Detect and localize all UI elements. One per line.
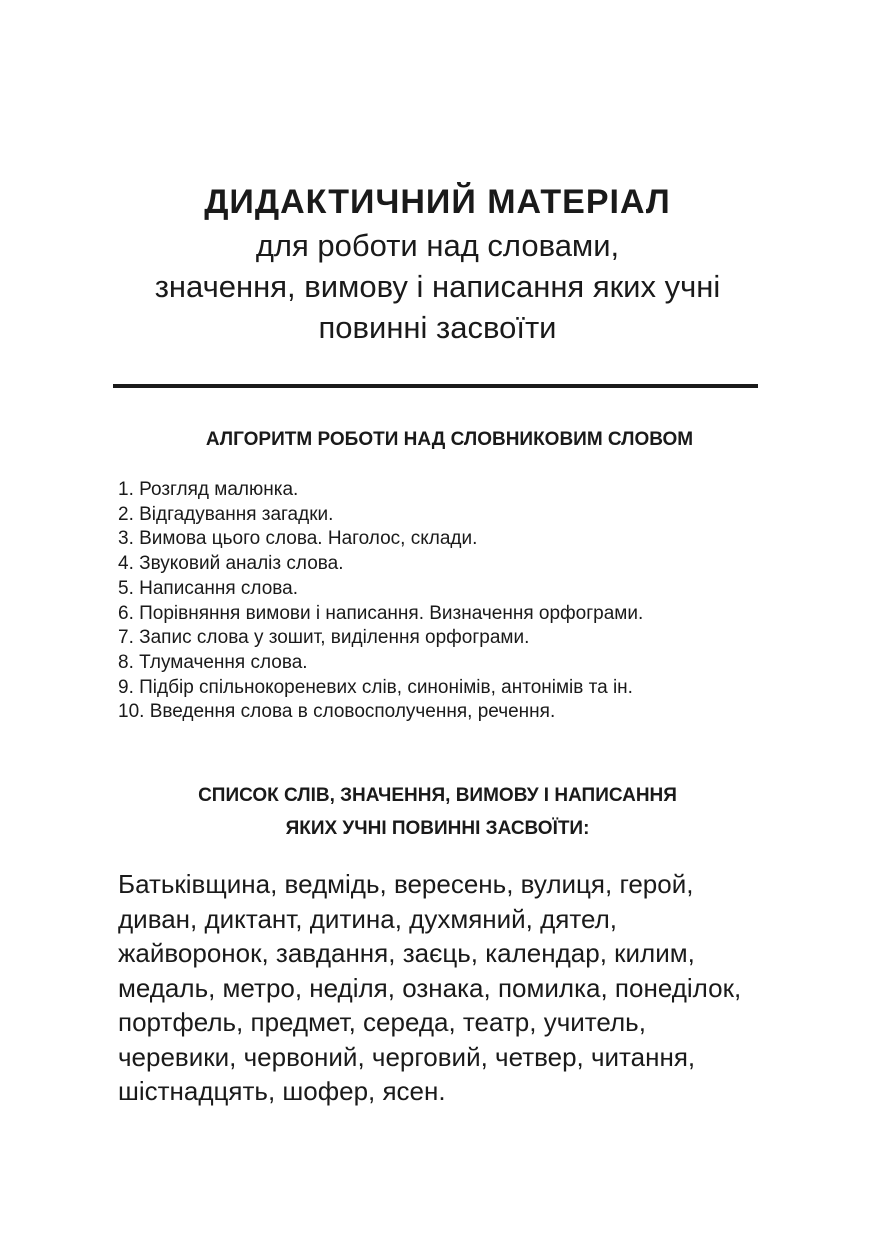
- word-list-line: медаль, метро, неділя, ознака, помилка, понеділок,: [118, 972, 742, 1003]
- word-list-heading-line: СПИСОК СЛІВ, ЗНАЧЕННЯ, ВИМОВУ І НАПИСАННЯ: [198, 785, 677, 806]
- algorithm-step: 10. Введення слова в словосполучення, речення.: [118, 701, 556, 723]
- word-list-line: Батьківщина, ведмідь, вересень, вулиця, герой,: [118, 869, 694, 899]
- word-list: [118, 867, 808, 1109]
- subtitle-line: повинні засвоїти: [318, 310, 557, 345]
- word-list-line: жайворонок, завдання, заєць, календар, килим,: [118, 938, 695, 968]
- horizontal-divider: [113, 384, 758, 388]
- word-list-line: шістнадцять, шофер, ясен.: [118, 1076, 446, 1106]
- page-title: ДИДАКТИЧНИЙ МАТЕРІАЛ: [204, 183, 671, 221]
- algorithm-step: 7. Запис слова у зошит, виділення орфограми.: [118, 627, 530, 649]
- algorithm-step: 1. Розгляд малюнка.: [118, 479, 299, 500]
- algorithm-heading: АЛГОРИТМ РОБОТИ НАД СЛОВНИКОВИМ СЛОВОМ: [205, 429, 694, 450]
- page-subtitle: [60, 225, 815, 348]
- word-list-heading-line: ЯКИХ УЧНІ ПОВИННІ ЗАСВОЇТИ:: [285, 818, 590, 839]
- word-list-line: диван, диктант, дитина, духмяний, дятел,: [118, 903, 617, 934]
- subtitle-line: значення, вимову і написання яких учні: [154, 269, 721, 304]
- algorithm-step: 6. Порівняння вимови і написання. Визначення орфограми.: [118, 602, 644, 624]
- algorithm-step: 2. Відгадування загадки.: [118, 503, 334, 525]
- algorithm-step: 4. Звуковий аналіз слова.: [118, 553, 344, 575]
- algorithm-step: 3. Вимова цього слова. Наголос, склади.: [118, 528, 478, 550]
- algorithm-step: 8. Тлумачення слова.: [118, 651, 308, 673]
- subtitle-line: для роботи над словами,: [255, 228, 620, 263]
- algorithm-step: 9. Підбір спільнокореневих слів, синонімів, антонімів та ін.: [118, 676, 633, 698]
- algorithm-step: 5. Написання слова.: [118, 577, 299, 599]
- algorithm-steps: [118, 478, 643, 725]
- word-list-line: портфель, предмет, середа, театр, учитель,: [118, 1007, 646, 1037]
- word-list-line: черевики, червоний, черговий, четвер, читання,: [118, 1041, 696, 1072]
- word-list-heading: [0, 779, 875, 845]
